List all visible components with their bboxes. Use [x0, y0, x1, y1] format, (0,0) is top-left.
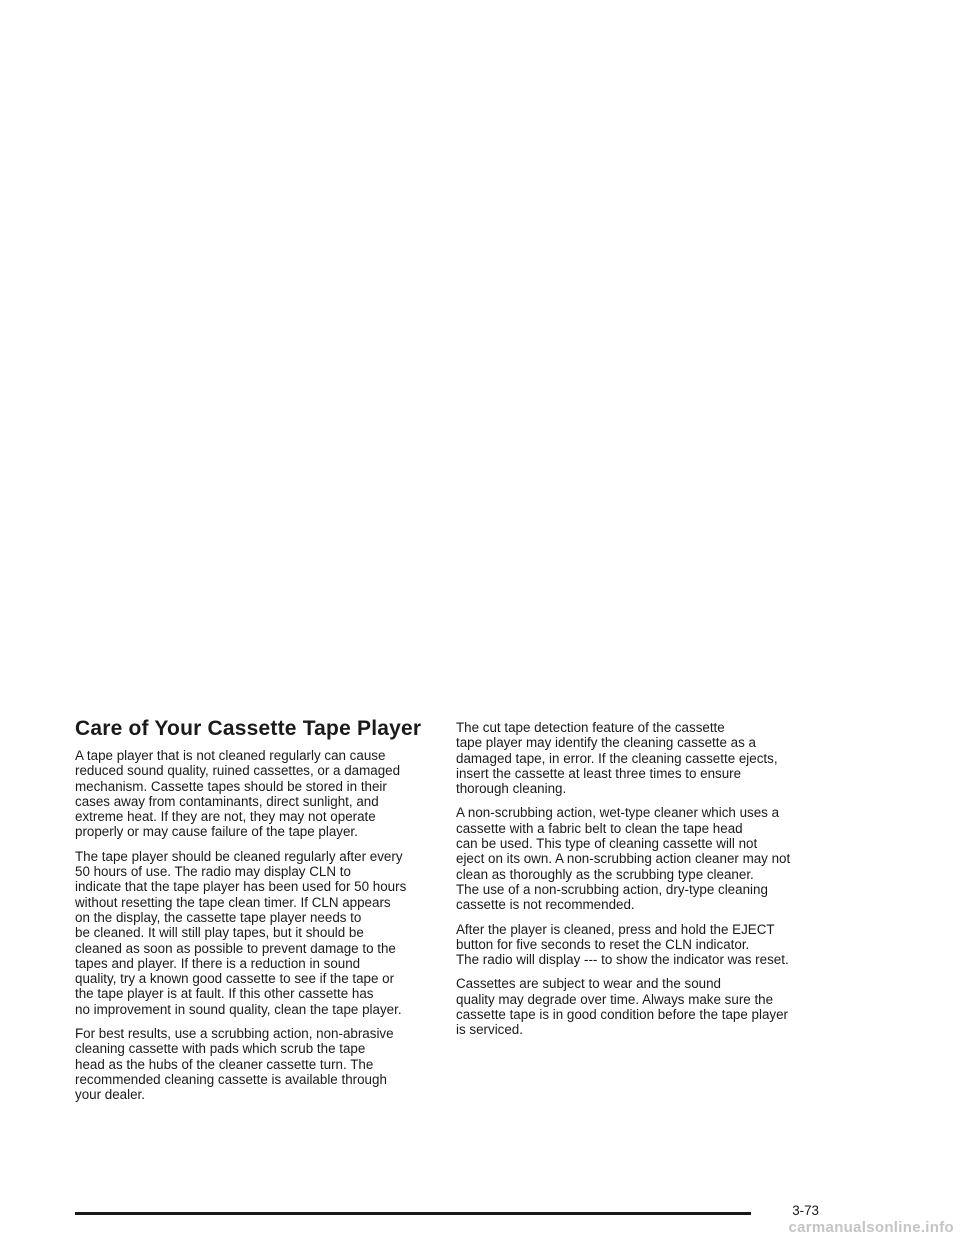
paragraph — [456, 805, 831, 912]
text-line: mechanism. Cassette tapes should be stored in their — [75, 778, 387, 794]
text-line: button for five seconds to reset the CLN indicator. — [456, 936, 750, 952]
text-line: cases away from contaminants, direct sunlight, and — [75, 793, 379, 809]
text-line: 50 hours of use. The radio may display CLN to — [75, 864, 351, 880]
text-line: tapes and player. If there is a reduction in sound — [75, 955, 361, 971]
text-line: indicate that the tape player has been used for 50 hours — [75, 879, 407, 895]
text-line: extreme heat. If they are not, they may not operate — [75, 809, 376, 825]
text-line: thorough cleaning. — [456, 781, 567, 797]
text-line: no improvement in sound quality, clean the tape player. — [75, 1001, 402, 1017]
text-line: quality, try a known good cassette to see if the tape or — [75, 971, 395, 987]
text-line: head as the hubs of the cleaner cassette turn. The — [75, 1056, 374, 1072]
text-line: recommended cleaning cassette is available through — [75, 1071, 387, 1087]
page-number: 3-73 — [792, 1203, 819, 1218]
right-column — [456, 720, 831, 1047]
text-line: For best results, use a scrubbing action, non-abrasive — [75, 1026, 394, 1042]
text-line: insert the cassette at least three times to ensure — [456, 765, 742, 781]
paragraph — [75, 1026, 450, 1102]
text-line: can be used. This type of cleaning cassette will not — [456, 836, 758, 852]
text-line: cassette tape is in good condition before the tape player — [456, 1007, 789, 1023]
text-line: properly or may cause failure of the tape player. — [75, 824, 358, 840]
text-line: clean as thoroughly as the scrubbing type cleaner. — [456, 866, 754, 882]
text-line: cassette with a fabric belt to clean the tape head — [456, 820, 743, 836]
text-line: cleaned as soon as possible to prevent damage to the — [75, 940, 396, 956]
paragraph — [75, 748, 450, 840]
text-line: the tape player is at fault. If this other cassette has — [75, 986, 374, 1002]
text-line: The cut tape detection feature of the cassette — [456, 720, 725, 735]
text-line: quality may degrade over time. Always make sure the — [456, 991, 774, 1007]
text-line: A tape player that is not cleaned regularly can cause — [75, 748, 386, 763]
paragraph — [456, 922, 831, 968]
text-line: without resetting the tape clean timer. If CLN appears — [75, 894, 391, 910]
text-line: A non-scrubbing action, wet-type cleaner which uses a — [456, 805, 780, 821]
text-line: tape player may identify the cleaning cassette as a — [456, 735, 756, 751]
text-line: is serviced. — [456, 1022, 523, 1038]
text-line: on the display, the cassette tape player needs to — [75, 909, 362, 925]
footer-rule — [75, 1212, 751, 1215]
paragraph — [75, 849, 450, 1017]
left-column — [75, 748, 450, 1112]
text-line: damaged tape, in error. If the cleaning cassette ejects, — [456, 750, 778, 766]
text-line: The tape player should be cleaned regularly after every — [75, 848, 403, 864]
text-line: After the player is cleaned, press and hold the EJECT — [456, 921, 775, 937]
text-line: cleaning cassette with pads which scrub the tape — [75, 1041, 366, 1057]
text-line: your dealer. — [75, 1087, 145, 1103]
text-line: be cleaned. It will still play tapes, but it should be — [75, 925, 364, 941]
text-line: reduced sound quality, ruined cassettes, or a damaged — [75, 763, 401, 779]
watermark: carmanualsonline.info — [788, 1219, 954, 1236]
text-line: cassette is not recommended. — [456, 897, 635, 913]
section-title: Care of Your Cassette Tape Player — [75, 717, 422, 740]
text-line: eject on its own. A non-scrubbing action cleaner may not — [456, 851, 791, 867]
text-line: The use of a non-scrubbing action, dry-type cleaning — [456, 881, 768, 897]
text-line: The radio will display --- to show the indicator was reset. — [456, 952, 789, 968]
paragraph — [456, 720, 831, 796]
paragraph — [456, 976, 831, 1037]
text-line: Cassettes are subject to wear and the sound — [456, 976, 721, 992]
